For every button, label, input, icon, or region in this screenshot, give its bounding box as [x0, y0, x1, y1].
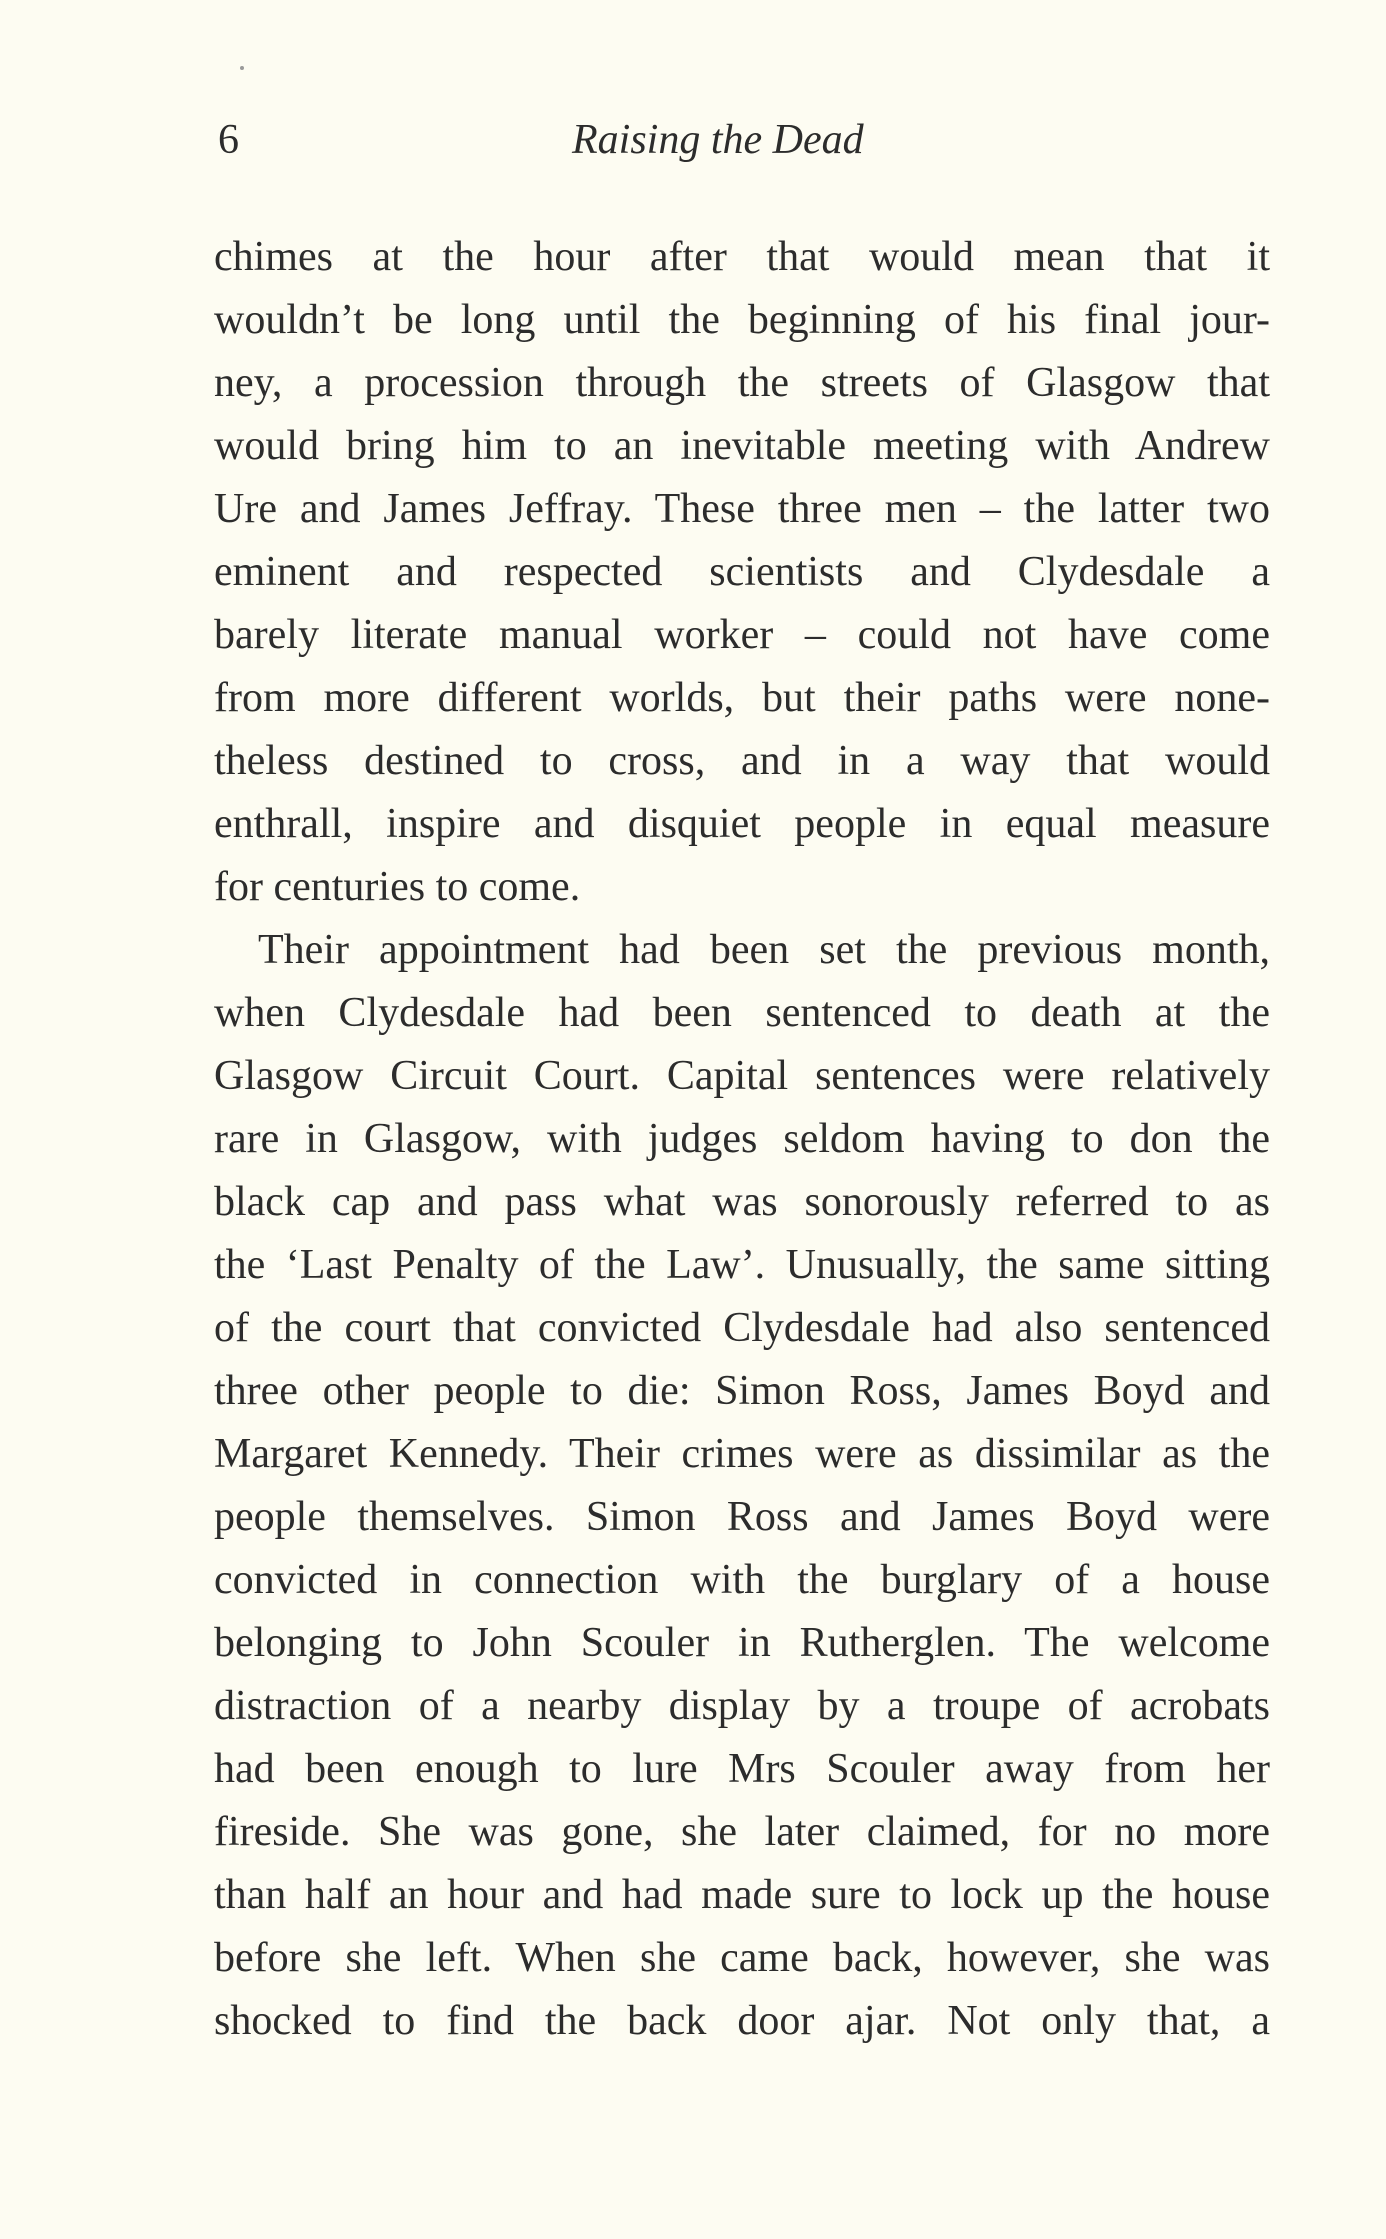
text-line: shocked to find the back door ajar. Not only that, a [214, 1998, 1270, 2044]
text-line: theless destined to cross, and in a way that would [214, 738, 1270, 784]
text-line: fireside. She was gone, she later claimed, for no more [214, 1809, 1270, 1855]
text-line: would bring him to an inevitable meeting with Andrew [214, 423, 1270, 469]
text-line: enthrall, inspire and disquiet people in equal measure [214, 801, 1270, 847]
text-line: convicted in connection with the burglary of a house [214, 1557, 1270, 1603]
text-line: people themselves. Simon Ross and James Boyd were [214, 1494, 1270, 1540]
text-line: than half an hour and had made sure to lock up the house [214, 1872, 1270, 1918]
text-line: three other people to die: Simon Ross, James Boyd and [214, 1368, 1270, 1414]
text-line: rare in Glasgow, with judges seldom having to don the [214, 1116, 1270, 1162]
paragraph-2 [214, 919, 1270, 2053]
text-line: when Clydesdale had been sentenced to death at the [214, 990, 1270, 1036]
text-line: Margaret Kennedy. Their crimes were as dissimilar as the [214, 1431, 1270, 1477]
paragraph-1 [214, 226, 1270, 919]
text-line: chimes at the hour after that would mean that it [214, 234, 1270, 280]
text-line: distraction of a nearby display by a troupe of acrobats [214, 1683, 1270, 1729]
text-line: for centuries to come. [214, 864, 581, 910]
text-line: eminent and respected scientists and Clydesdale a [214, 549, 1270, 595]
text-line: the ‘Last Penalty of the Law’. Unusually, the same sitting [214, 1242, 1270, 1288]
text-line: ney, a procession through the streets of Glasgow that [214, 360, 1270, 406]
running-head [0, 110, 1386, 170]
text-line: barely literate manual worker – could not have come [214, 612, 1270, 658]
text-line: wouldn’t be long until the beginning of his final jour- [214, 297, 1270, 343]
text-line: from more different worlds, but their paths were none- [214, 675, 1270, 721]
text-line: had been enough to lure Mrs Scouler away from her [214, 1746, 1270, 1792]
text-line: Ure and James Jeffray. These three men – the latter two [214, 486, 1270, 532]
text-line: belonging to John Scouler in Rutherglen. The welcome [214, 1620, 1270, 1666]
text-line: Their appointment had been set the previous month, [258, 927, 1270, 973]
page-number: 6 [218, 117, 239, 163]
text-line: of the court that convicted Clydesdale had also sentenced [214, 1305, 1270, 1351]
text-line: black cap and pass what was sonorously referred to as [214, 1179, 1270, 1225]
running-title: Raising the Dead [572, 117, 864, 163]
body-text [214, 226, 1270, 2053]
text-line: before she left. When she came back, however, she was [214, 1935, 1270, 1981]
text-line: Glasgow Circuit Court. Capital sentences were relatively [214, 1053, 1270, 1099]
speck [240, 66, 244, 70]
